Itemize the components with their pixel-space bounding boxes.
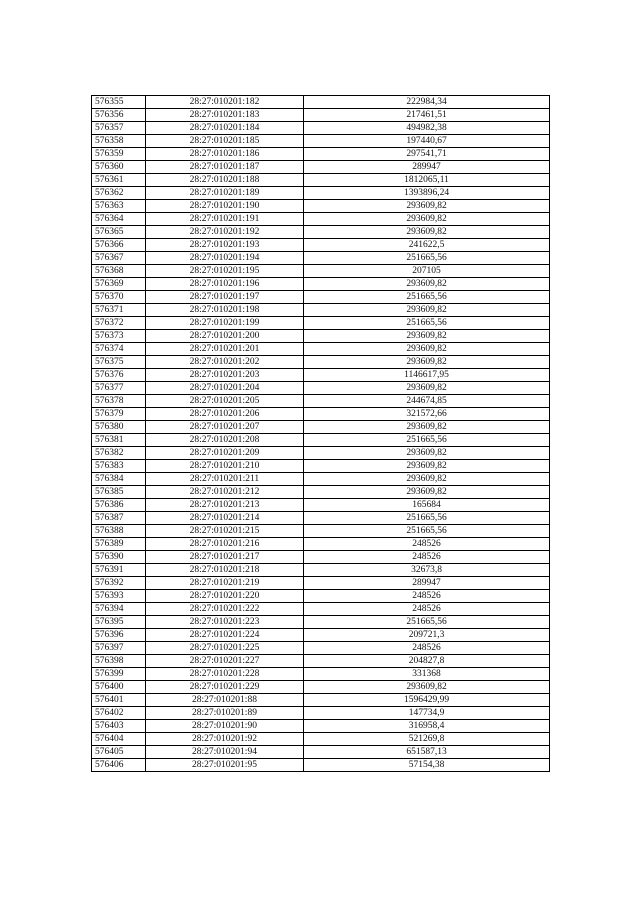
value-cell: 248526: [304, 538, 550, 551]
table-row: [92, 304, 550, 317]
row-number-cell: 576406: [92, 759, 146, 772]
row-number-cell: 576395: [92, 616, 146, 629]
cadastral-number-cell: 28:27:010201:193: [146, 239, 304, 252]
value-cell: 293609,82: [304, 382, 550, 395]
value-cell: 651587,13: [304, 746, 550, 759]
row-number-cell: 576358: [92, 135, 146, 148]
table-row: [92, 538, 550, 551]
value-cell: 251665,56: [304, 291, 550, 304]
cadastral-number-cell: 28:27:010201:224: [146, 629, 304, 642]
cadastral-number-cell: 28:27:010201:213: [146, 499, 304, 512]
row-number-cell: 576399: [92, 668, 146, 681]
cadastral-number-cell: 28:27:010201:194: [146, 252, 304, 265]
cadastral-number-cell: 28:27:010201:94: [146, 746, 304, 759]
value-cell: 494982,38: [304, 122, 550, 135]
row-number-cell: 576404: [92, 733, 146, 746]
value-cell: 248526: [304, 642, 550, 655]
value-cell: 331368: [304, 668, 550, 681]
table-body: [92, 96, 550, 772]
row-number-cell: 576357: [92, 122, 146, 135]
row-number-cell: 576378: [92, 395, 146, 408]
cadastral-number-cell: 28:27:010201:90: [146, 720, 304, 733]
value-cell: 293609,82: [304, 304, 550, 317]
value-cell: 297541,71: [304, 148, 550, 161]
value-cell: 289947: [304, 161, 550, 174]
table-row: [92, 629, 550, 642]
table-row: [92, 512, 550, 525]
row-number-cell: 576356: [92, 109, 146, 122]
table-row: [92, 109, 550, 122]
value-cell: 293609,82: [304, 330, 550, 343]
value-cell: 251665,56: [304, 616, 550, 629]
table-row: [92, 187, 550, 200]
value-cell: 251665,56: [304, 252, 550, 265]
row-number-cell: 576368: [92, 265, 146, 278]
cadastral-number-cell: 28:27:010201:215: [146, 525, 304, 538]
value-cell: 57154,38: [304, 759, 550, 772]
row-number-cell: 576359: [92, 148, 146, 161]
cadastral-number-cell: 28:27:010201:202: [146, 356, 304, 369]
value-cell: 321572,66: [304, 408, 550, 421]
value-cell: 251665,56: [304, 434, 550, 447]
cadastral-number-cell: 28:27:010201:203: [146, 369, 304, 382]
row-number-cell: 576374: [92, 343, 146, 356]
data-table: [91, 95, 550, 772]
value-cell: 293609,82: [304, 213, 550, 226]
cadastral-number-cell: 28:27:010201:183: [146, 109, 304, 122]
value-cell: 248526: [304, 551, 550, 564]
table-row: [92, 239, 550, 252]
cadastral-number-cell: 28:27:010201:198: [146, 304, 304, 317]
table-row: [92, 148, 550, 161]
row-number-cell: 576400: [92, 681, 146, 694]
table-row: [92, 655, 550, 668]
table-row: [92, 96, 550, 109]
value-cell: 293609,82: [304, 278, 550, 291]
table-row: [92, 603, 550, 616]
row-number-cell: 576371: [92, 304, 146, 317]
value-cell: 1812065,11: [304, 174, 550, 187]
table-row: [92, 551, 550, 564]
cadastral-number-cell: 28:27:010201:208: [146, 434, 304, 447]
table-row: [92, 590, 550, 603]
row-number-cell: 576382: [92, 447, 146, 460]
row-number-cell: 576398: [92, 655, 146, 668]
value-cell: 293609,82: [304, 447, 550, 460]
table-row: [92, 226, 550, 239]
table-row: [92, 382, 550, 395]
row-number-cell: 576386: [92, 499, 146, 512]
value-cell: 293609,82: [304, 356, 550, 369]
table-row: [92, 434, 550, 447]
cadastral-number-cell: 28:27:010201:211: [146, 473, 304, 486]
table-row: [92, 122, 550, 135]
cadastral-number-cell: 28:27:010201:89: [146, 707, 304, 720]
table-row: [92, 707, 550, 720]
row-number-cell: 576394: [92, 603, 146, 616]
table-row: [92, 746, 550, 759]
table-row: [92, 720, 550, 733]
row-number-cell: 576370: [92, 291, 146, 304]
value-cell: 207105: [304, 265, 550, 278]
row-number-cell: 576381: [92, 434, 146, 447]
cadastral-number-cell: 28:27:010201:95: [146, 759, 304, 772]
table-row: [92, 564, 550, 577]
row-number-cell: 576391: [92, 564, 146, 577]
table-row: [92, 356, 550, 369]
table-row: [92, 694, 550, 707]
cadastral-number-cell: 28:27:010201:191: [146, 213, 304, 226]
cadastral-number-cell: 28:27:010201:216: [146, 538, 304, 551]
cadastral-number-cell: 28:27:010201:196: [146, 278, 304, 291]
value-cell: 293609,82: [304, 226, 550, 239]
row-number-cell: 576360: [92, 161, 146, 174]
value-cell: 1146617,95: [304, 369, 550, 382]
value-cell: 293609,82: [304, 460, 550, 473]
row-number-cell: 576362: [92, 187, 146, 200]
value-cell: 521269,8: [304, 733, 550, 746]
table-row: [92, 135, 550, 148]
table-row: [92, 616, 550, 629]
cadastral-number-cell: 28:27:010201:210: [146, 460, 304, 473]
row-number-cell: 576402: [92, 707, 146, 720]
row-number-cell: 576372: [92, 317, 146, 330]
table-row: [92, 265, 550, 278]
value-cell: 289947: [304, 577, 550, 590]
row-number-cell: 576389: [92, 538, 146, 551]
value-cell: 293609,82: [304, 681, 550, 694]
value-cell: 217461,51: [304, 109, 550, 122]
table-row: [92, 395, 550, 408]
row-number-cell: 576366: [92, 239, 146, 252]
cadastral-number-cell: 28:27:010201:218: [146, 564, 304, 577]
cadastral-number-cell: 28:27:010201:186: [146, 148, 304, 161]
table-row: [92, 174, 550, 187]
table-row: [92, 213, 550, 226]
table-row: [92, 499, 550, 512]
cadastral-number-cell: 28:27:010201:217: [146, 551, 304, 564]
cadastral-number-cell: 28:27:010201:190: [146, 200, 304, 213]
row-number-cell: 576364: [92, 213, 146, 226]
cadastral-number-cell: 28:27:010201:206: [146, 408, 304, 421]
cadastral-number-cell: 28:27:010201:88: [146, 694, 304, 707]
row-number-cell: 576392: [92, 577, 146, 590]
value-cell: 209721,3: [304, 629, 550, 642]
cadastral-number-cell: 28:27:010201:209: [146, 447, 304, 460]
table-row: [92, 525, 550, 538]
value-cell: 293609,82: [304, 421, 550, 434]
cadastral-number-cell: 28:27:010201:189: [146, 187, 304, 200]
table-row: [92, 421, 550, 434]
cadastral-number-cell: 28:27:010201:207: [146, 421, 304, 434]
row-number-cell: 576380: [92, 421, 146, 434]
cadastral-number-cell: 28:27:010201:227: [146, 655, 304, 668]
value-cell: 251665,56: [304, 317, 550, 330]
table-row: [92, 252, 550, 265]
table-row: [92, 486, 550, 499]
cadastral-number-cell: 28:27:010201:197: [146, 291, 304, 304]
cadastral-number-cell: 28:27:010201:228: [146, 668, 304, 681]
cadastral-number-cell: 28:27:010201:225: [146, 642, 304, 655]
value-cell: 1596429,99: [304, 694, 550, 707]
table-row: [92, 733, 550, 746]
row-number-cell: 576379: [92, 408, 146, 421]
row-number-cell: 576363: [92, 200, 146, 213]
cadastral-number-cell: 28:27:010201:184: [146, 122, 304, 135]
table-row: [92, 577, 550, 590]
table-row: [92, 200, 550, 213]
cadastral-number-cell: 28:27:010201:205: [146, 395, 304, 408]
row-number-cell: 576375: [92, 356, 146, 369]
table-row: [92, 447, 550, 460]
row-number-cell: 576355: [92, 96, 146, 109]
table-row: [92, 642, 550, 655]
row-number-cell: 576397: [92, 642, 146, 655]
cadastral-number-cell: 28:27:010201:192: [146, 226, 304, 239]
row-number-cell: 576384: [92, 473, 146, 486]
cadastral-number-cell: 28:27:010201:219: [146, 577, 304, 590]
cadastral-number-cell: 28:27:010201:182: [146, 96, 304, 109]
cadastral-number-cell: 28:27:010201:204: [146, 382, 304, 395]
row-number-cell: 576361: [92, 174, 146, 187]
cadastral-number-cell: 28:27:010201:187: [146, 161, 304, 174]
row-number-cell: 576393: [92, 590, 146, 603]
row-number-cell: 576365: [92, 226, 146, 239]
row-number-cell: 576369: [92, 278, 146, 291]
table-row: [92, 759, 550, 772]
row-number-cell: 576387: [92, 512, 146, 525]
table-row: [92, 473, 550, 486]
value-cell: 244674,85: [304, 395, 550, 408]
table-row: [92, 460, 550, 473]
cadastral-number-cell: 28:27:010201:201: [146, 343, 304, 356]
cadastral-number-cell: 28:27:010201:223: [146, 616, 304, 629]
row-number-cell: 576405: [92, 746, 146, 759]
table-row: [92, 408, 550, 421]
value-cell: 147734,9: [304, 707, 550, 720]
row-number-cell: 576403: [92, 720, 146, 733]
value-cell: 32673,8: [304, 564, 550, 577]
cadastral-number-cell: 28:27:010201:200: [146, 330, 304, 343]
row-number-cell: 576377: [92, 382, 146, 395]
cadastral-number-cell: 28:27:010201:214: [146, 512, 304, 525]
cadastral-number-cell: 28:27:010201:222: [146, 603, 304, 616]
row-number-cell: 576376: [92, 369, 146, 382]
value-cell: 248526: [304, 590, 550, 603]
table-row: [92, 161, 550, 174]
value-cell: 1393896,24: [304, 187, 550, 200]
table-row: [92, 369, 550, 382]
row-number-cell: 576388: [92, 525, 146, 538]
value-cell: 293609,82: [304, 486, 550, 499]
table-row: [92, 317, 550, 330]
value-cell: 251665,56: [304, 525, 550, 538]
table-row: [92, 668, 550, 681]
row-number-cell: 576373: [92, 330, 146, 343]
row-number-cell: 576390: [92, 551, 146, 564]
value-cell: 293609,82: [304, 200, 550, 213]
value-cell: 316958,4: [304, 720, 550, 733]
cadastral-number-cell: 28:27:010201:195: [146, 265, 304, 278]
row-number-cell: 576367: [92, 252, 146, 265]
value-cell: 293609,82: [304, 343, 550, 356]
row-number-cell: 576396: [92, 629, 146, 642]
value-cell: 197440,67: [304, 135, 550, 148]
table-row: [92, 291, 550, 304]
row-number-cell: 576385: [92, 486, 146, 499]
cadastral-number-cell: 28:27:010201:220: [146, 590, 304, 603]
table-row: [92, 278, 550, 291]
cadastral-number-cell: 28:27:010201:92: [146, 733, 304, 746]
table-row: [92, 330, 550, 343]
cadastral-number-cell: 28:27:010201:212: [146, 486, 304, 499]
value-cell: 293609,82: [304, 473, 550, 486]
row-number-cell: 576383: [92, 460, 146, 473]
value-cell: 248526: [304, 603, 550, 616]
value-cell: 241622,5: [304, 239, 550, 252]
cadastral-number-cell: 28:27:010201:185: [146, 135, 304, 148]
cadastral-number-cell: 28:27:010201:199: [146, 317, 304, 330]
value-cell: 222984,34: [304, 96, 550, 109]
cadastral-number-cell: 28:27:010201:229: [146, 681, 304, 694]
value-cell: 204827,8: [304, 655, 550, 668]
value-cell: 251665,56: [304, 512, 550, 525]
value-cell: 165684: [304, 499, 550, 512]
row-number-cell: 576401: [92, 694, 146, 707]
table-row: [92, 343, 550, 356]
table-row: [92, 681, 550, 694]
cadastral-number-cell: 28:27:010201:188: [146, 174, 304, 187]
